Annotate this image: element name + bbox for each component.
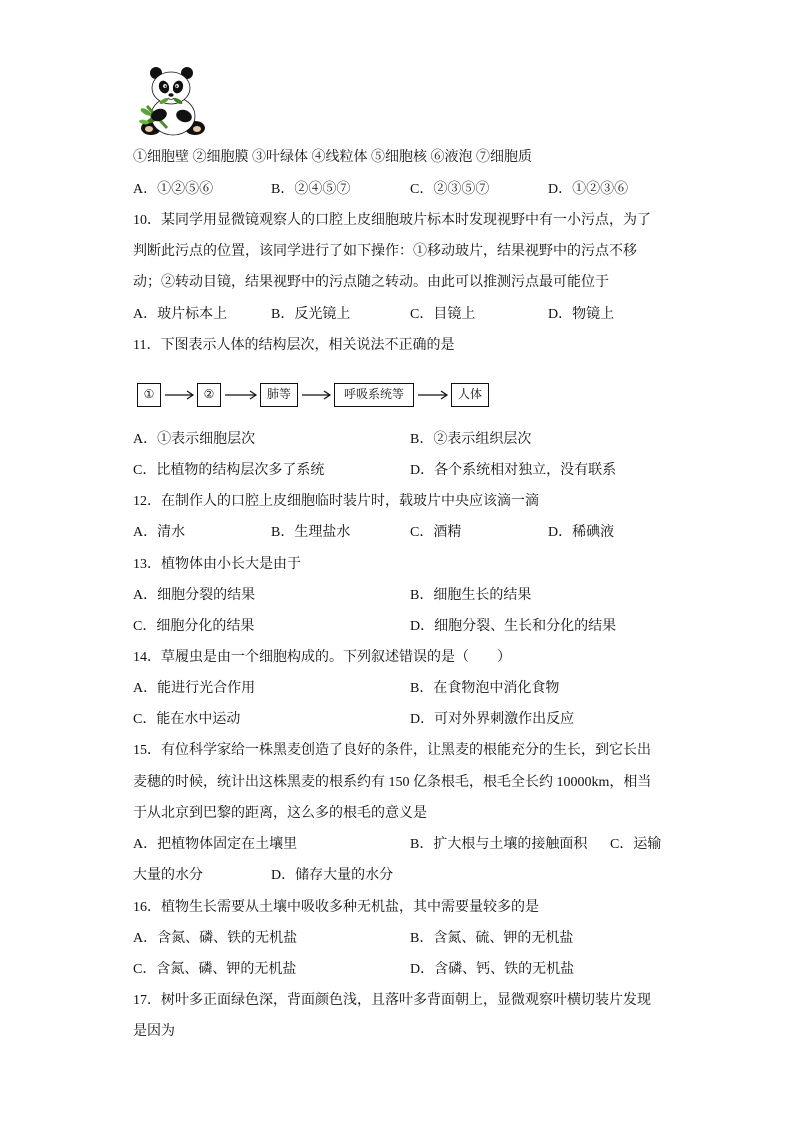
- q11-stem-line-1: 11．下图表示人体的结构层次，相关说法不正确的是: [133, 338, 455, 353]
- q12-option-d: D．稀碘液: [548, 525, 615, 540]
- q10-option-d: D．物镜上: [548, 307, 615, 322]
- q16-option-b: B．含氮、硫、钾的无机盐: [410, 931, 574, 946]
- q13-option-b: B．细胞生长的结果: [410, 588, 532, 603]
- q16-option-a: A．含氮、磷、铁的无机盐: [133, 931, 298, 946]
- q15-option-b: B．扩大根与土壤的接触面积: [410, 837, 588, 852]
- panda-icon: [137, 60, 207, 140]
- q15-option-d: D．储存大量的水分: [271, 868, 394, 883]
- diagram-arrows: [130, 378, 500, 412]
- q9-option-a: A．①②⑤⑥: [133, 182, 214, 197]
- q16-option-d: D．含磷、钙、铁的无机盐: [410, 962, 575, 977]
- q16-stem-line-1: 16．植物生长需要从土壤中吸收多种无机盐，其中需要量较多的是: [133, 900, 539, 915]
- q13-option-a: A．细胞分裂的结果: [133, 588, 256, 603]
- diagram-box-tissue: ②: [197, 383, 221, 407]
- q13-option-d: D．细胞分裂、生长和分化的结果: [410, 619, 617, 634]
- q12-option-b: B．生理盐水: [271, 525, 351, 540]
- diagram-box-cell: ①: [137, 383, 161, 407]
- q9-choices-line: ①细胞壁 ②细胞膜 ③叶绿体 ④线粒体 ⑤细胞核 ⑥液泡 ⑦细胞质: [133, 150, 532, 165]
- diagram-box-system: 呼吸系统等: [334, 383, 414, 407]
- diagram-box-body: 人体: [451, 383, 489, 407]
- q12-stem-line-1: 12．在制作人的口腔上皮细胞临时装片时，载玻片中央应该滴一滴: [133, 494, 539, 509]
- q13-stem-line-1: 13．植物体由小长大是由于: [133, 557, 301, 572]
- q14-option-b: B．在食物泡中消化食物: [410, 681, 560, 696]
- q10-option-c: C．目镜上: [410, 307, 476, 322]
- q10-stem-line-1: 10．某同学用显微镜观察人的口腔上皮细胞玻片标本时发现视野中有一小污点，为了: [133, 213, 651, 228]
- q14-option-c: C．能在水中运动: [133, 712, 241, 727]
- q9-option-b: B．②④⑤⑦: [271, 182, 351, 197]
- q17-stem-line-1: 17．树叶多正面绿色深，背面颜色浅，且落叶多背面朝上，显微观察叶横切装片发现: [133, 993, 651, 1008]
- q15-option-c-part-2: 大量的水分: [133, 868, 203, 883]
- q15-stem-line-2: 麦穗的时候，统计出这株黑麦的根系约有 150 亿条根毛，根毛全长约 10000km，相当: [133, 775, 652, 790]
- q16-option-c: C．含氮、磷、钾的无机盐: [133, 962, 297, 977]
- q15-stem-line-3: 于从北京到巴黎的距离，这么多的根毛的意义是: [133, 806, 427, 821]
- q10-option-b: B．反光镜上: [271, 307, 351, 322]
- arrow-3: [302, 391, 330, 399]
- q14-option-a: A．能进行光合作用: [133, 681, 256, 696]
- q9-option-c: C．②③⑤⑦: [410, 182, 490, 197]
- q14-option-d: D．可对外界刺激作出反应: [410, 712, 575, 727]
- q11-option-b: B．②表示组织层次: [410, 432, 532, 447]
- q13-option-c: C．细胞分化的结果: [133, 619, 255, 634]
- q15-option-c-part-1: C．运输: [610, 837, 662, 852]
- q11-option-a: A．①表示细胞层次: [133, 432, 256, 447]
- q11-option-c: C．比植物的结构层次多了系统: [133, 463, 325, 478]
- arrow-1: [165, 391, 193, 399]
- q12-option-a: A．清水: [133, 525, 186, 540]
- arrow-2: [225, 391, 256, 399]
- q15-stem-line-1: 15．有位科学家给一株黑麦创造了良好的条件，让黑麦的根能充分的生长，到它长出: [133, 743, 651, 758]
- q11-option-d: D．各个系统相对独立，没有联系: [410, 463, 617, 478]
- diagram-box-organ: 肺等: [260, 383, 298, 407]
- q12-option-c: C．酒精: [410, 525, 462, 540]
- q15-option-a: A．把植物体固定在土壤里: [133, 837, 298, 852]
- q17-stem-line-2: 是因为: [133, 1024, 175, 1039]
- q10-stem-line-3: 动；②转动目镜，结果视野中的污点随之转动。由此可以推测污点最可能位于: [133, 275, 609, 290]
- q10-stem-line-2: 判断此污点的位置，该同学进行了如下操作：①移动玻片，结果视野中的污点不移: [133, 244, 637, 259]
- q9-option-d: D．①②③⑥: [548, 182, 629, 197]
- q10-option-a: A．玻片标本上: [133, 307, 228, 322]
- arrow-4: [418, 391, 447, 399]
- q14-stem-line-1: 14．草履虫是由一个细胞构成的。下列叙述错误的是（ ）: [133, 650, 511, 665]
